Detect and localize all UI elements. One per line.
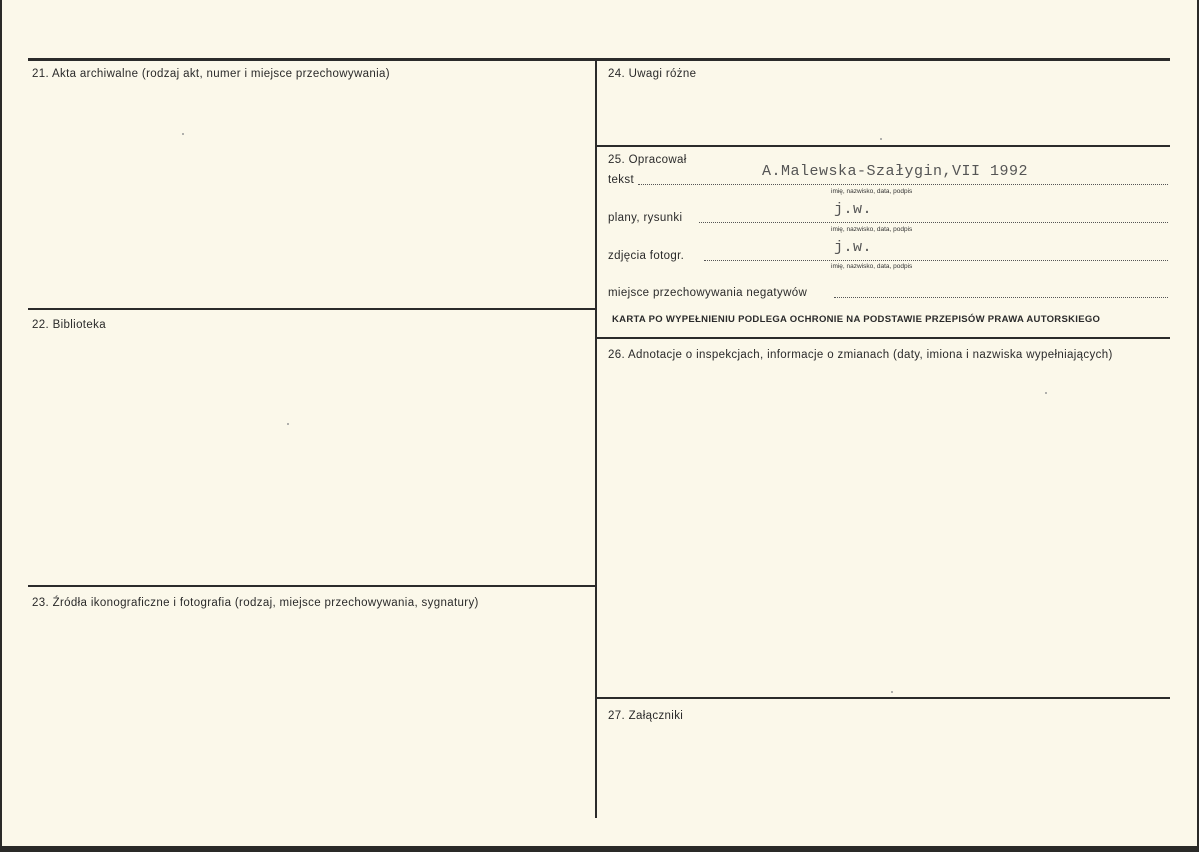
record-card bbox=[2, 0, 1197, 846]
paper-speck bbox=[1045, 392, 1047, 394]
section-26-heading: 26. Adnotacje o inspekcjach, informacje o zmianach (daty, imiona i nazwiska wypełniających) bbox=[608, 349, 1113, 361]
plany-caption: imię, nazwisko, data, podpis bbox=[831, 226, 913, 233]
right-divider-25 bbox=[596, 145, 1170, 147]
zdjecia-label: zdjęcia fotogr. bbox=[608, 250, 685, 262]
negatywy-label: miejsce przechowywania negatywów bbox=[608, 287, 808, 299]
negatywy-dotted-line bbox=[834, 297, 1168, 298]
right-divider-27 bbox=[596, 697, 1170, 699]
left-divider-22 bbox=[28, 308, 596, 310]
tekst-value: A.Malewska-Szałygin,VII 1992 bbox=[762, 163, 1029, 180]
right-divider-26 bbox=[596, 337, 1170, 339]
zdjecia-caption: imię, nazwisko, data, podpis bbox=[831, 263, 913, 270]
section-22-heading: 22. Biblioteka bbox=[32, 319, 106, 331]
plany-label: plany, rysunki bbox=[608, 212, 683, 224]
section-27-heading: 27. Załączniki bbox=[608, 710, 684, 722]
tekst-caption: imię, nazwisko, data, podpis bbox=[831, 188, 913, 195]
copyright-notice: KARTA PO WYPEŁNIENIU PODLEGA OCHRONIE NA PODSTAWIE PRZEPISÓW PRAWA AUTORSKIEGO bbox=[612, 314, 1101, 325]
section-21-heading: 21. Akta archiwalne (rodzaj akt, numer i miejsce przechowywania) bbox=[32, 68, 390, 80]
center-divider bbox=[595, 58, 597, 818]
tekst-dotted-line bbox=[638, 184, 1168, 185]
section-24-heading: 24. Uwagi różne bbox=[608, 68, 697, 80]
plany-value: j.w. bbox=[834, 201, 873, 218]
left-divider-23 bbox=[28, 585, 596, 587]
plany-dotted-line bbox=[699, 222, 1168, 223]
top-rule bbox=[28, 58, 1170, 61]
zdjecia-dotted-line bbox=[704, 260, 1168, 261]
paper-speck bbox=[182, 133, 184, 135]
paper-speck bbox=[891, 691, 893, 693]
section-25-heading: 25. Opracował bbox=[608, 154, 687, 166]
tekst-label: tekst bbox=[608, 174, 635, 186]
section-23-heading: 23. Źródła ikonograficzne i fotografia (rodzaj, miejsce przechowywania, sygnatury) bbox=[32, 597, 479, 609]
paper-speck bbox=[287, 423, 289, 425]
zdjecia-value: j.w. bbox=[834, 239, 873, 256]
paper-speck bbox=[880, 138, 882, 140]
